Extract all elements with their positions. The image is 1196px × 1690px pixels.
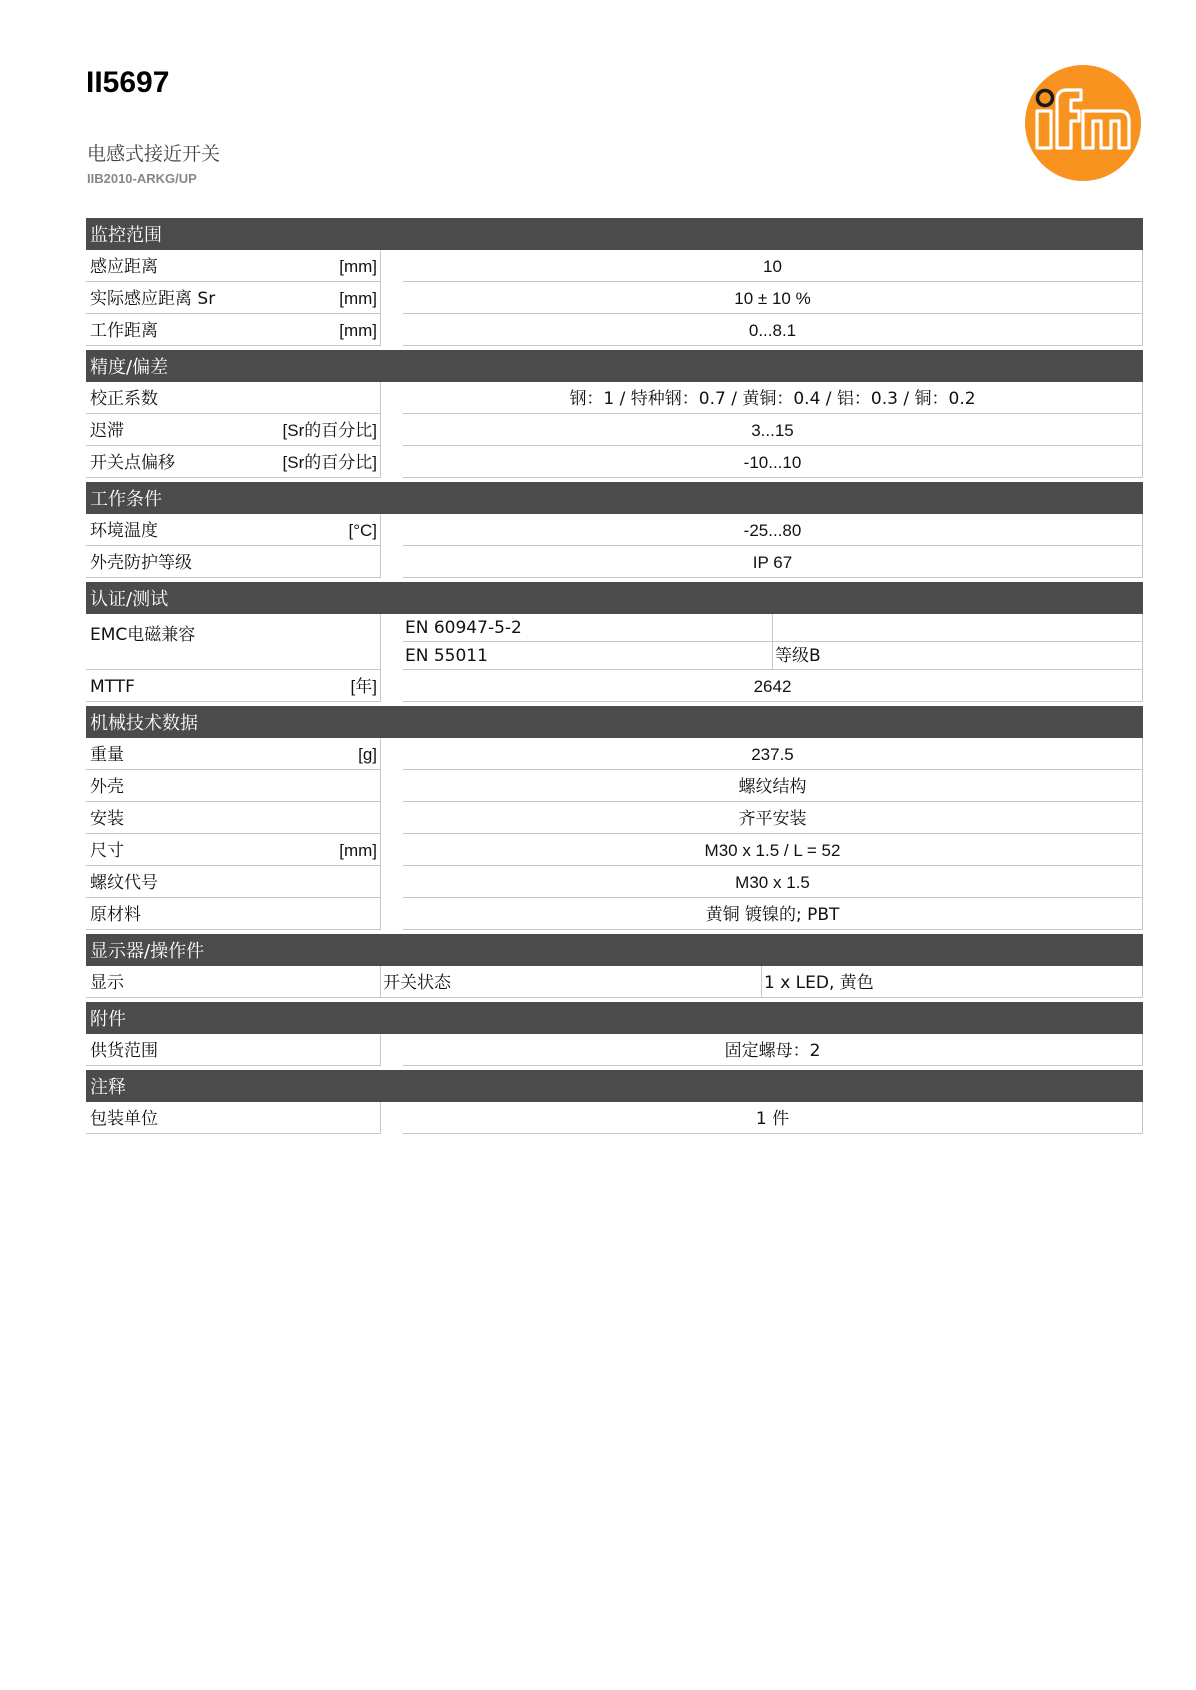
section-accessories [86,1002,1143,1066]
emc-note: 等级B [773,642,1143,670]
row-label-cell [86,802,381,834]
display-value: 1 x LED, 黄色 [762,966,1143,998]
row-label-cell [86,670,381,702]
row-label: 尺寸 [90,841,124,861]
row-label-cell [86,314,381,346]
spec-row [86,1034,1143,1066]
row-label: 供货范围 [90,1041,158,1061]
row-label: 包装单位 [90,1109,158,1129]
row-label: 工作距离 [90,321,158,341]
row-label: EMC电磁兼容 [90,625,196,645]
section-header: 监控范围 [86,218,1143,250]
section-header: 显示器/操作件 [86,934,1143,966]
row-value: 2642 [403,670,1143,702]
row-value: -10...10 [403,446,1143,478]
row-label: 感应距离 [90,257,158,277]
row-label-cell [86,414,381,446]
spec-row [86,1102,1143,1134]
emc-row [86,614,1143,670]
page-title: II5697 [86,66,170,99]
row-label-cell [86,282,381,314]
spec-row [86,770,1143,802]
section-header: 认证/测试 [86,582,1143,614]
spec-row [86,966,1143,998]
row-label-cell [86,382,381,414]
row-unit: [mm] [339,321,377,340]
spec-row [86,738,1143,770]
spec-row [86,802,1143,834]
spec-row [86,898,1143,930]
row-label: 环境温度 [90,521,158,541]
row-label-cell [86,898,381,930]
spec-row [86,514,1143,546]
product-subtitle: 电感式接近开关 [87,143,221,165]
row-value: 固定螺母：2 [403,1034,1143,1066]
spec-row [86,866,1143,898]
row-label: 开关点偏移 [90,453,175,473]
row-unit: [Sr的百分比] [282,421,377,440]
row-label: 外壳 [90,777,124,797]
row-label-cell [86,1034,381,1066]
section-approvals [86,582,1143,702]
spec-row [86,546,1143,578]
spec-row [86,282,1143,314]
spec-row [86,670,1143,702]
section-header: 精度/偏差 [86,350,1143,382]
row-value: M30 x 1.5 / L = 52 [403,834,1143,866]
row-value: IP 67 [403,546,1143,578]
spec-row [86,446,1143,478]
spec-table [86,218,1143,1134]
row-label: 安装 [90,809,124,829]
row-unit: [mm] [339,289,377,308]
section-header: 附件 [86,1002,1143,1034]
row-unit: [年] [350,677,377,696]
row-label: MTTF [90,677,135,697]
row-value: 钢：1 / 特种钢：0.7 / 黄铜：0.4 / 铝：0.3 / 铜：0.2 [403,382,1143,414]
row-value: 齐平安装 [403,802,1143,834]
row-label-cell [86,446,381,478]
section-display-elements [86,934,1143,998]
row-label-cell [86,770,381,802]
section-monitoring-range [86,218,1143,346]
display-values [381,966,1143,998]
spec-row [86,314,1143,346]
section-header: 注释 [86,1070,1143,1102]
row-unit: [mm] [339,841,377,860]
row-value: 237.5 [403,738,1143,770]
row-label: 外壳防护等级 [90,553,192,573]
row-value: -25...80 [403,514,1143,546]
row-value: M30 x 1.5 [403,866,1143,898]
section-header: 工作条件 [86,482,1143,514]
row-unit: [°C] [348,521,377,540]
row-label: 显示 [90,973,124,993]
spec-row [86,250,1143,282]
row-label: 实际感应距离 Sr [90,289,216,309]
emc-standard: EN 55011 [403,642,773,670]
row-unit: [mm] [339,257,377,276]
row-label-cell [86,866,381,898]
row-value: 10 ± 10 % [403,282,1143,314]
row-unit: [Sr的百分比] [282,453,377,472]
spec-row [86,834,1143,866]
row-label-cell [86,514,381,546]
row-label-cell [86,614,381,670]
row-label-cell [86,834,381,866]
section-notes [86,1070,1143,1134]
emc-standard: EN 60947-5-2 [403,614,773,642]
emc-entry [403,614,1143,642]
row-value: 螺纹结构 [403,770,1143,802]
model-code: IIB2010-ARKG/UP [87,171,197,186]
row-label: 原材料 [90,905,141,925]
row-label: 螺纹代号 [90,873,158,893]
spec-row [86,382,1143,414]
row-label: 重量 [90,745,124,765]
emc-values [403,614,1143,670]
row-label-cell [86,546,381,578]
emc-entry [403,642,1143,670]
display-item: 开关状态 [381,966,762,998]
section-header: 机械技术数据 [86,706,1143,738]
section-accuracy [86,350,1143,478]
section-operating-conditions [86,482,1143,578]
row-label-cell [86,966,381,998]
ifm-logo [1024,64,1142,182]
row-value: 1 件 [403,1102,1143,1134]
row-label-cell [86,1102,381,1134]
row-label: 迟滞 [90,421,124,441]
emc-note [773,614,1143,642]
row-value: 0...8.1 [403,314,1143,346]
section-mechanical-data [86,706,1143,930]
row-unit: [g] [358,745,377,764]
row-label-cell [86,738,381,770]
row-label: 校正系数 [90,389,158,409]
row-value: 10 [403,250,1143,282]
row-label-cell [86,250,381,282]
spec-row [86,414,1143,446]
row-value: 黄铜 镀镍的; PBT [403,898,1143,930]
row-value: 3...15 [403,414,1143,446]
